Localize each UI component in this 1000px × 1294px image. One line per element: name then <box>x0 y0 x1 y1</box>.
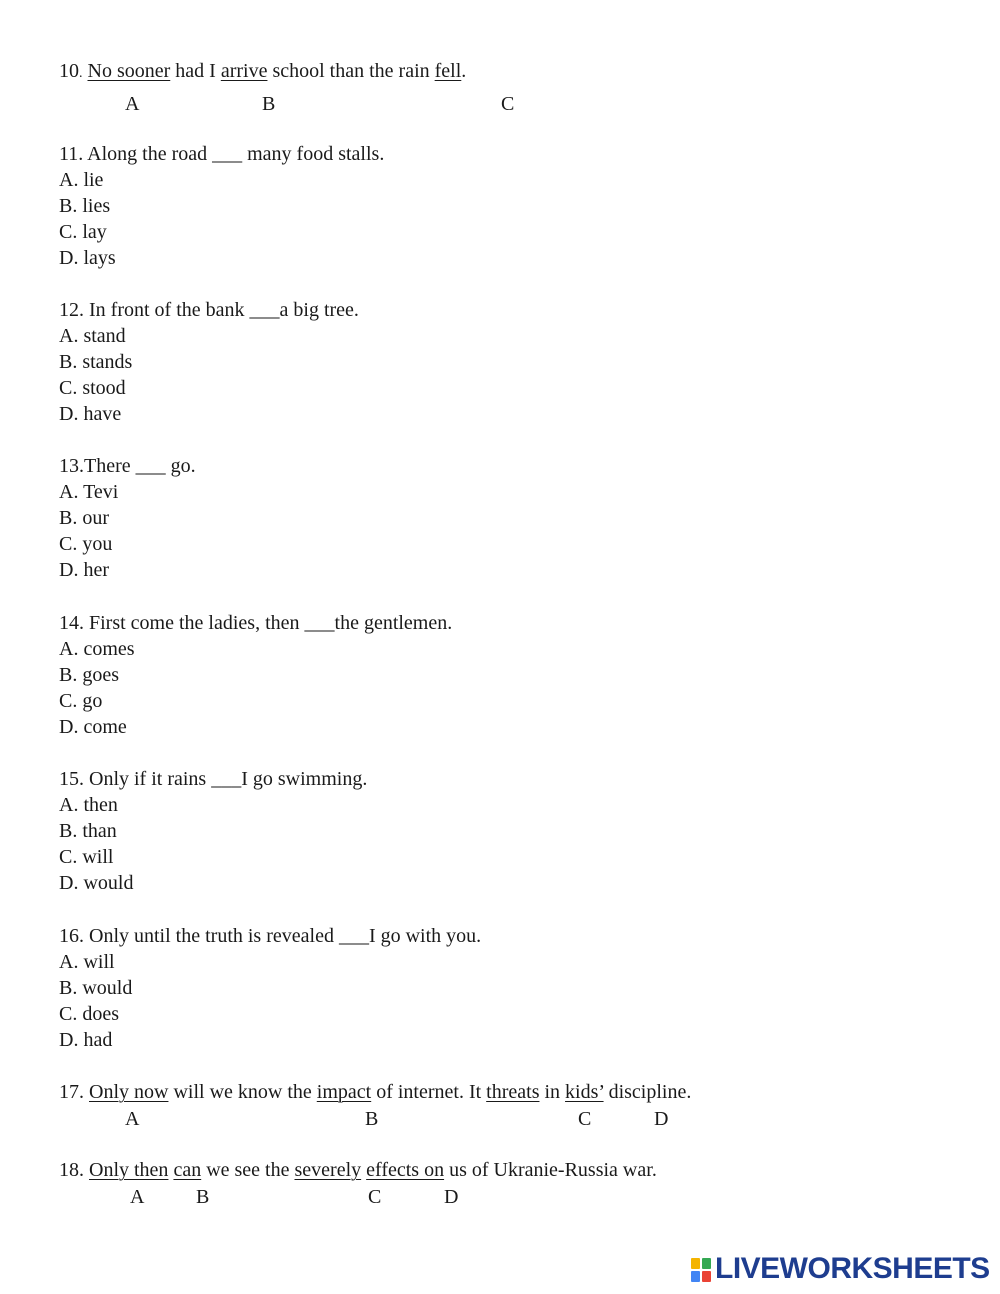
logo-tile-1 <box>691 1258 700 1269</box>
question-14-stem: 14. First come the ladies, then ___the gentlemen. <box>59 612 453 634</box>
q13-option-a[interactable]: A. Tevi <box>59 481 119 503</box>
q17-letter-c: C <box>578 1108 592 1130</box>
q11-option-d[interactable]: D. lays <box>59 247 116 269</box>
q11-option-b[interactable]: B. lies <box>59 195 111 217</box>
q15-option-d[interactable]: D. would <box>59 872 134 894</box>
q14-option-c[interactable]: C. go <box>59 690 103 712</box>
q13-option-b[interactable]: B. our <box>59 507 109 529</box>
q10-part-c: fell <box>434 60 462 82</box>
question-13-stem: 13.There ___ go. <box>59 455 196 477</box>
liveworksheets-logo-icon <box>691 1256 713 1282</box>
q18-part-d: effects on <box>366 1159 445 1181</box>
q17-letter-a: A <box>125 1108 140 1130</box>
q18-letter-a: A <box>130 1186 145 1208</box>
q15-option-b[interactable]: B. than <box>59 820 117 842</box>
q18-part-a: Only then <box>89 1159 169 1181</box>
q14-option-d[interactable]: D. come <box>59 716 127 738</box>
q16-option-c[interactable]: C. does <box>59 1003 119 1025</box>
q12-option-b[interactable]: B. stands <box>59 351 133 373</box>
question-11-stem: 11. Along the road ___ many food stalls. <box>59 143 385 165</box>
q13-option-c[interactable]: C. you <box>59 533 113 555</box>
q18-part-b: can <box>173 1159 202 1181</box>
q17-letter-b: B <box>365 1108 379 1130</box>
q12-option-c[interactable]: C. stood <box>59 377 126 399</box>
q18-letter-b: B <box>196 1186 210 1208</box>
q16-option-a[interactable]: A. will <box>59 951 115 973</box>
q10-part-a: No sooner <box>87 60 171 82</box>
q10-dot: . <box>79 66 83 81</box>
brand-name: LIVEWORKSHEETS <box>715 1252 990 1285</box>
q17-letter-d: D <box>654 1108 669 1130</box>
q12-option-d[interactable]: D. have <box>59 403 122 425</box>
q16-option-d[interactable]: D. had <box>59 1029 113 1051</box>
q10-letter-c: C <box>501 93 515 115</box>
q17-part-d: kids’ <box>565 1081 604 1103</box>
q11-option-a[interactable]: A. lie <box>59 169 104 191</box>
q15-option-a[interactable]: A. then <box>59 794 118 816</box>
q10-number: 10 <box>59 60 79 82</box>
q15-option-c[interactable]: C. will <box>59 846 114 868</box>
q14-option-a[interactable]: A. comes <box>59 638 135 660</box>
question-10-stem: 10. No sooner had I arrive school than the rain fell. <box>59 60 467 82</box>
question-15-stem: 15. Only if it rains ___I go swimming. <box>59 768 368 790</box>
q14-option-b[interactable]: B. goes <box>59 664 119 686</box>
q18-letter-d: D <box>444 1186 459 1208</box>
question-16-stem: 16. Only until the truth is revealed ___I go with you. <box>59 925 482 947</box>
q17-part-c: threats <box>486 1081 540 1103</box>
logo-tile-2 <box>702 1258 711 1269</box>
q18-part-c: severely <box>294 1159 362 1181</box>
q12-option-a[interactable]: A. stand <box>59 325 126 347</box>
q10-letter-b: B <box>262 93 276 115</box>
q17-part-a: Only now <box>89 1081 169 1103</box>
question-18-stem: 18. Only then can we see the severely effects on us of Ukranie-Russia war. <box>59 1159 657 1181</box>
q11-option-c[interactable]: C. lay <box>59 221 107 243</box>
q13-option-d[interactable]: D. her <box>59 559 109 581</box>
q10-letter-a: A <box>125 93 140 115</box>
q18-letter-c: C <box>368 1186 382 1208</box>
question-17-stem: 17. Only now will we know the impact of internet. It threats in kids’ discipline. <box>59 1081 692 1103</box>
liveworksheets-logo[interactable] <box>691 1252 990 1286</box>
q10-part-b: arrive <box>220 60 268 82</box>
question-12-stem: 12. In front of the bank ___a big tree. <box>59 299 359 321</box>
q16-option-b[interactable]: B. would <box>59 977 133 999</box>
q17-part-b: impact <box>316 1081 372 1103</box>
logo-tile-4 <box>702 1271 711 1282</box>
logo-tile-3 <box>691 1271 700 1282</box>
